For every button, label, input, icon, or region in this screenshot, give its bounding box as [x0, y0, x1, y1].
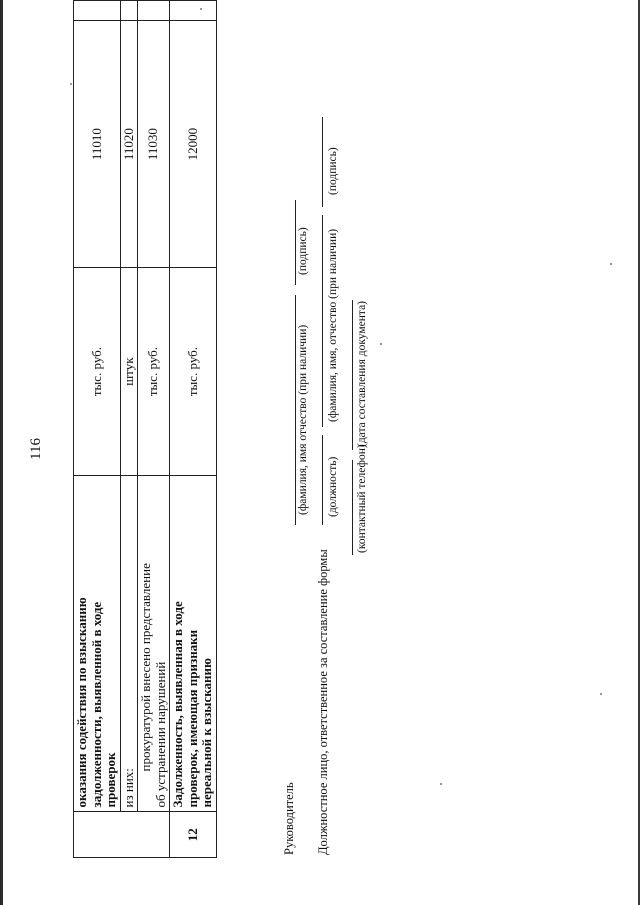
row-number-cell: 12	[170, 812, 217, 858]
head-sign-line	[295, 200, 296, 285]
row-empty-cell	[170, 1, 217, 21]
row-name-line: нереальной к взысканию	[199, 658, 215, 808]
row-unit-cell: штук	[120, 267, 138, 476]
row-code-cell: 11030	[138, 21, 170, 267]
scan-speck	[70, 83, 72, 85]
row-name-cell	[170, 476, 217, 812]
position-line	[322, 435, 323, 525]
row-unit-cell: тыс. руб.	[138, 267, 170, 476]
row-name-line: проверок, имеющая признаки	[184, 629, 200, 808]
row-code-cell: 12000	[170, 21, 217, 267]
resp-fio-line	[322, 215, 323, 427]
row-name-line: проверок	[103, 752, 119, 808]
scan-speck	[600, 693, 602, 695]
row-name-line: об устранении нарушений	[152, 661, 168, 808]
date-line	[352, 300, 353, 450]
row-name-line: задолженности, выявленной в ходе	[88, 601, 104, 808]
scan-speck	[200, 8, 202, 10]
head-fio-caption: (фамилия, имя отчество (при наличии)	[297, 324, 309, 515]
head-label: Руководитель	[282, 782, 296, 855]
row-name-cell	[74, 476, 121, 812]
row-name-line: оказания содействия по взысканию	[74, 597, 89, 808]
table-row	[170, 1, 217, 858]
row-code-cell: 11020	[120, 21, 138, 267]
row-name-line: из них:	[120, 768, 136, 808]
row-number-cell	[74, 812, 170, 858]
table-row	[138, 1, 170, 858]
resp-fio-caption: (фамилия, имя, отчество (при наличии)	[327, 228, 339, 422]
row-name-cell	[120, 476, 138, 812]
row-empty-cell	[74, 1, 121, 21]
report-table	[73, 0, 217, 858]
table-row	[120, 1, 138, 858]
table-row	[74, 1, 121, 858]
row-name-cell	[138, 476, 170, 812]
responsible-label: Должностное лицо, ответственное за составление формы	[316, 549, 330, 855]
row-unit-cell: тыс. руб.	[170, 267, 217, 476]
phone-line	[352, 460, 353, 555]
date-caption: (дата составления документа)	[356, 300, 368, 447]
phone-caption: (контактный телефон)	[356, 444, 368, 553]
page-number: 116	[28, 438, 44, 460]
head-sign-caption: (подпись)	[297, 227, 309, 275]
resp-sign-caption: (подпись)	[327, 147, 339, 195]
scan-speck	[610, 263, 612, 265]
scan-speck	[440, 783, 442, 785]
resp-sign-line	[322, 117, 323, 207]
head-fio-line	[295, 295, 296, 525]
row-code-cell: 11010	[74, 21, 121, 267]
row-empty-cell	[138, 1, 170, 21]
scan-speck	[380, 343, 382, 345]
row-name-line: Задолженность, выявленная в ходе	[170, 601, 186, 808]
row-unit-cell: тыс. руб.	[74, 267, 121, 476]
position-caption: (должность)	[327, 456, 339, 517]
row-name-line: прокуратурой внесено представление	[138, 563, 154, 772]
row-empty-cell	[120, 1, 138, 21]
